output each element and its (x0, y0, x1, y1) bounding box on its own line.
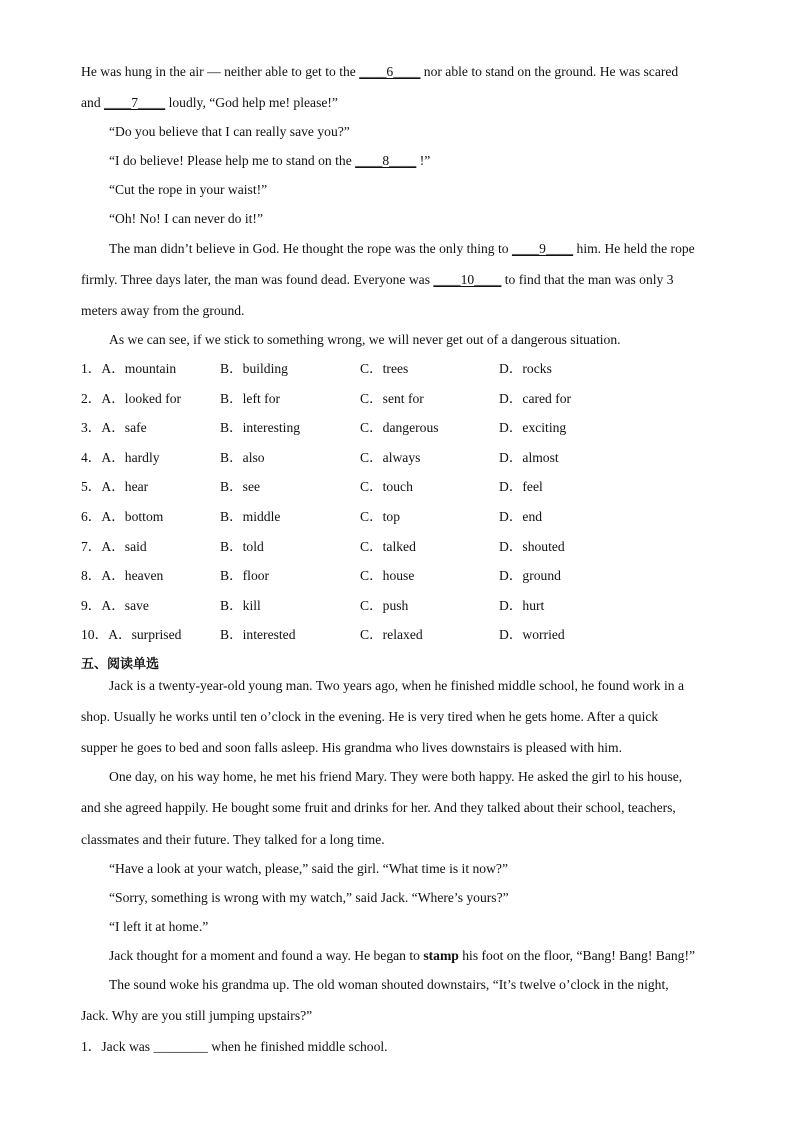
cloze-line-9: meters away from the ground. (81, 303, 245, 318)
option-d: D．exciting (499, 420, 567, 435)
passage-line-9: “I left it at home.” (109, 919, 209, 934)
option-c: C．push (360, 598, 409, 613)
passage-line-4: One day, on his way home, he met his friend Mary. They were both happy. He asked the girl to his house, (109, 769, 683, 784)
option-number: 7． (81, 539, 102, 554)
option-number: 6． (81, 509, 102, 524)
text: him. He held the rope (573, 241, 695, 256)
option-a-text: A．safe (101, 420, 147, 435)
option-row (81, 478, 721, 496)
option-c: C．dangerous (360, 420, 439, 435)
bold-word: stamp (423, 948, 459, 963)
text: Jack thought for a moment and found a way. He began to (109, 948, 424, 963)
option-b: B．interested (220, 627, 296, 642)
option-d: D．rocks (499, 361, 552, 376)
option-a-text: A．surprised (108, 627, 182, 642)
option-c: C．talked (360, 539, 416, 554)
option-row (81, 538, 721, 556)
option-row (81, 597, 721, 615)
option-row (81, 567, 721, 585)
option-b: B．see (220, 479, 261, 494)
option-a-text: A．bottom (101, 509, 164, 524)
passage-line-7: “Have a look at your watch, please,” said the girl. “What time is it now?” (109, 861, 508, 876)
option-c: C．touch (360, 479, 413, 494)
blank-9: ____9____ (511, 241, 574, 256)
option-number: 10． (81, 627, 109, 642)
cloze-line-3: “Do you believe that I can really save you?” (109, 124, 350, 139)
option-c: C．top (360, 509, 401, 524)
option-a (81, 626, 181, 644)
option-number: 1． (81, 361, 102, 376)
option-d: D．end (499, 509, 543, 524)
option-number: 3． (81, 420, 102, 435)
option-number: 9． (81, 598, 102, 613)
cloze-line-2 (81, 94, 338, 112)
option-b: B．kill (220, 598, 261, 613)
option-a (81, 478, 148, 496)
cloze-line-6: “Oh! No! I can never do it!” (109, 211, 263, 226)
option-row (81, 360, 721, 378)
option-b: B．middle (220, 509, 281, 524)
option-a-text: A．mountain (101, 361, 177, 376)
option-d: D．worried (499, 627, 565, 642)
option-a (81, 508, 163, 526)
option-a (81, 360, 176, 378)
text: “I do believe! Please help me to stand on the (109, 153, 356, 168)
option-row (81, 449, 721, 467)
option-b: B．building (220, 361, 288, 376)
option-a-text: A．heaven (101, 568, 164, 583)
option-a-text: A．hardly (101, 450, 160, 465)
option-number: 8． (81, 568, 102, 583)
text: !” (416, 153, 431, 168)
cloze-line-4 (109, 152, 430, 170)
cloze-line-5: “Cut the rope in your waist!” (109, 182, 268, 197)
text: nor able to stand on the ground. He was scared (420, 64, 679, 79)
option-a (81, 419, 147, 437)
passage-line-3: supper he goes to bed and soon falls asleep. His grandma who lives downstairs is pleased with him. (81, 740, 623, 755)
option-a-text: A．looked for (101, 391, 182, 406)
option-a (81, 449, 160, 467)
option-c: C．relaxed (360, 627, 423, 642)
option-c: C．always (360, 450, 421, 465)
option-a (81, 567, 163, 585)
option-a (81, 538, 147, 556)
option-row (81, 419, 721, 437)
option-a (81, 597, 149, 615)
text: and (81, 95, 105, 110)
blank-7: ____7____ (104, 95, 166, 110)
option-d: D．cared for (499, 391, 572, 406)
option-a (81, 390, 181, 408)
cloze-line-8 (81, 271, 674, 289)
option-c: C．sent for (360, 391, 424, 406)
passage-line-11: The sound woke his grandma up. The old woman shouted downstairs, “It’s twelve o’clock in the night, (109, 977, 669, 992)
passage-line-12: Jack. Why are you still jumping upstairs?” (81, 1008, 313, 1023)
text: his foot on the floor, “Bang! Bang! Bang!” (458, 948, 696, 963)
passage-line-2: shop. Usually he works until ten o’clock in the evening. He is very tired when he gets home. After a quick (81, 709, 659, 724)
option-a-text: A．hear (101, 479, 149, 494)
passage-line-1: Jack is a twenty-year-old young man. Two years ago, when he finished middle school, he found work in a (109, 678, 684, 693)
option-row (81, 390, 721, 408)
option-b: B．left for (220, 391, 281, 406)
cloze-line-1 (81, 63, 678, 81)
option-b: B．floor (220, 568, 270, 583)
section-heading: 五、阅读单选 (81, 657, 160, 672)
option-d: D．feel (499, 479, 543, 494)
text: loudly, “God help me! please!” (165, 95, 338, 110)
text: The man didn’t believe in God. He thought the rope was the only thing to (109, 241, 512, 256)
option-b: B．also (220, 450, 265, 465)
option-d: D．hurt (499, 598, 545, 613)
option-d: D．almost (499, 450, 559, 465)
cloze-line-7 (109, 240, 695, 258)
option-row (81, 508, 721, 526)
blank-10: ____10____ (433, 272, 502, 287)
option-number: 5． (81, 479, 102, 494)
cloze-line-10: As we can see, if we stick to something wrong, we will never get out of a dangerous situation. (109, 332, 621, 347)
text: to find that the man was only 3 (501, 272, 674, 287)
option-d: D．ground (499, 568, 561, 583)
option-number: 2． (81, 391, 102, 406)
option-row (81, 626, 721, 644)
text: firmly. Three days later, the man was found dead. Everyone was (81, 272, 434, 287)
option-number: 4． (81, 450, 102, 465)
option-a-text: A．save (101, 598, 149, 613)
option-c: C．house (360, 568, 415, 583)
option-c: C．trees (360, 361, 409, 376)
question-1: 1．Jack was ________ when he finished middle school. (81, 1039, 388, 1054)
blank-8: ____8____ (355, 153, 417, 168)
option-b: B．interesting (220, 420, 301, 435)
blank-6: ____6____ (359, 64, 421, 79)
passage-line-10 (109, 947, 695, 965)
passage-line-5: and she agreed happily. He bought some fruit and drinks for her. And they talked about their school, teachers, (81, 800, 676, 815)
text: He was hung in the air — neither able to get to the (81, 64, 360, 79)
passage-line-6: classmates and their future. They talked for a long time. (81, 832, 385, 847)
passage-line-8: “Sorry, something is wrong with my watch,” said Jack. “Where’s yours?” (109, 890, 509, 905)
option-b: B．told (220, 539, 264, 554)
option-d: D．shouted (499, 539, 565, 554)
option-a-text: A．said (101, 539, 147, 554)
